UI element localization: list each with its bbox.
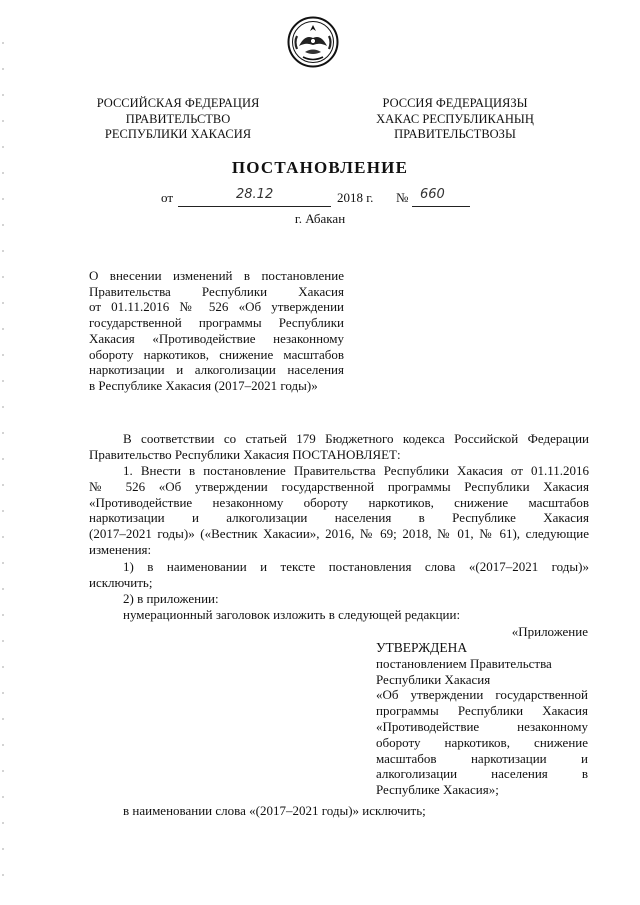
subject-line: Хакасия «Противодействие незаконному [89, 330, 344, 346]
date-prefix: от [161, 190, 174, 205]
header-left-line-3: РЕСПУБЛИКИ ХАКАСИЯ [104, 127, 252, 141]
subject-line: обороту наркотиков, снижение масштабов [89, 346, 344, 362]
preamble-line: Правительство Республики Хакасия ПОСТАНОВЛЯЕТ: [89, 446, 401, 462]
approved-line: «Противодействие незаконному [376, 718, 588, 734]
item-1-line: наркотизации и алкоголизации населения в Республике Хакасия [89, 510, 589, 526]
subject-line: Правительства Республики Хакасия [89, 283, 344, 299]
approved-line: Республики Хакасия [376, 671, 491, 687]
subject-block [89, 268, 344, 394]
header-left-block [78, 96, 278, 143]
item-1-paragraph [89, 463, 589, 558]
header-left-line-1: РОССИЙСКАЯ ФЕДЕРАЦИЯ [96, 96, 260, 110]
preamble-line: В соответствии со статьей 179 Бюджетного кодекса Российской Федерации [123, 431, 589, 446]
approved-heading: УТВЕРЖДЕНА [376, 640, 468, 655]
header-left-line-2: ПРАВИТЕЛЬСТВО [125, 111, 231, 126]
approved-line: Республике Хакасия»; [376, 782, 499, 798]
date-year: 2018 г. [337, 190, 374, 205]
item-1-1-paragraph [89, 559, 589, 591]
subject-line: в Республике Хакасия (2017–2021 годы)» [89, 377, 318, 393]
number-underline [412, 206, 470, 207]
item-1-line: 1. Внести в постановление Правительства Республики Хакасия от 01.11.2016 [123, 463, 589, 478]
header-right-line-2: ХАКАС РЕСПУБЛИКАНЫҢ [376, 111, 534, 126]
subject-line: О внесении изменений в постановление [89, 268, 344, 283]
appendix-quote: «Приложение [511, 624, 588, 639]
handwritten-number: 660 [420, 187, 445, 202]
number-sign: № [396, 190, 409, 205]
approved-line: программы Республики Хакасия [376, 703, 588, 719]
item-1-line: № 526 «Об утверждении государственной программы Республики Хакасия [89, 478, 589, 494]
approved-line: постановлением Правительства [376, 655, 552, 671]
handwritten-date: 28.12 [236, 187, 274, 202]
subject-line: государственной программы Республики [89, 315, 344, 331]
approved-line: алкоголизации населения в [376, 766, 588, 782]
item-1-line: «Противодействие незаконному обороту наркотиков, снижение масштабов [89, 494, 589, 510]
final-instruction: в наименовании слова «(2017–2021 годы)» исключить; [123, 803, 426, 818]
coat-of-arms-emblem [287, 16, 339, 68]
document-title: ПОСТАНОВЛЕНИЕ [231, 158, 409, 177]
approved-block [376, 640, 588, 798]
subject-line: наркотизации и алкоголизации населения [89, 362, 344, 378]
approved-line: масштабов наркотизации и [376, 750, 588, 766]
item-1-1-line: 1) в наименовании и тексте постановления слова «(2017–2021 годы)» [123, 559, 589, 574]
item-1-line: (2017–2021 годы)» («Вестник Хакасии», 2016, № 69; 2018, № 01, № 61), следующие [89, 526, 589, 542]
approved-line: обороту наркотиков, снижение [376, 734, 588, 750]
approved-line: «Об утверждении государственной [376, 687, 588, 703]
date-underline [178, 206, 331, 207]
item-1-2-line: 2) в приложении: [123, 591, 219, 606]
city-line: г. Абакан [294, 211, 346, 226]
item-1-2-text: нумерационный заголовок изложить в следующей редакции: [123, 606, 461, 622]
header-right-line-1: РОССИЯ ФЕДЕРАЦИЯЗЫ [382, 96, 528, 110]
header-right-line-3: ПРАВИТЕЛЬСТВОЗЫ [394, 127, 516, 141]
header-right-block [355, 96, 555, 143]
item-1-1-line: исключить; [89, 574, 153, 590]
item-1-2-paragraph [89, 591, 589, 623]
preamble-paragraph [89, 431, 589, 463]
item-1-line: изменения: [89, 541, 152, 557]
subject-line: от 01.11.2016 № 526 «Об утверждении [89, 299, 344, 315]
